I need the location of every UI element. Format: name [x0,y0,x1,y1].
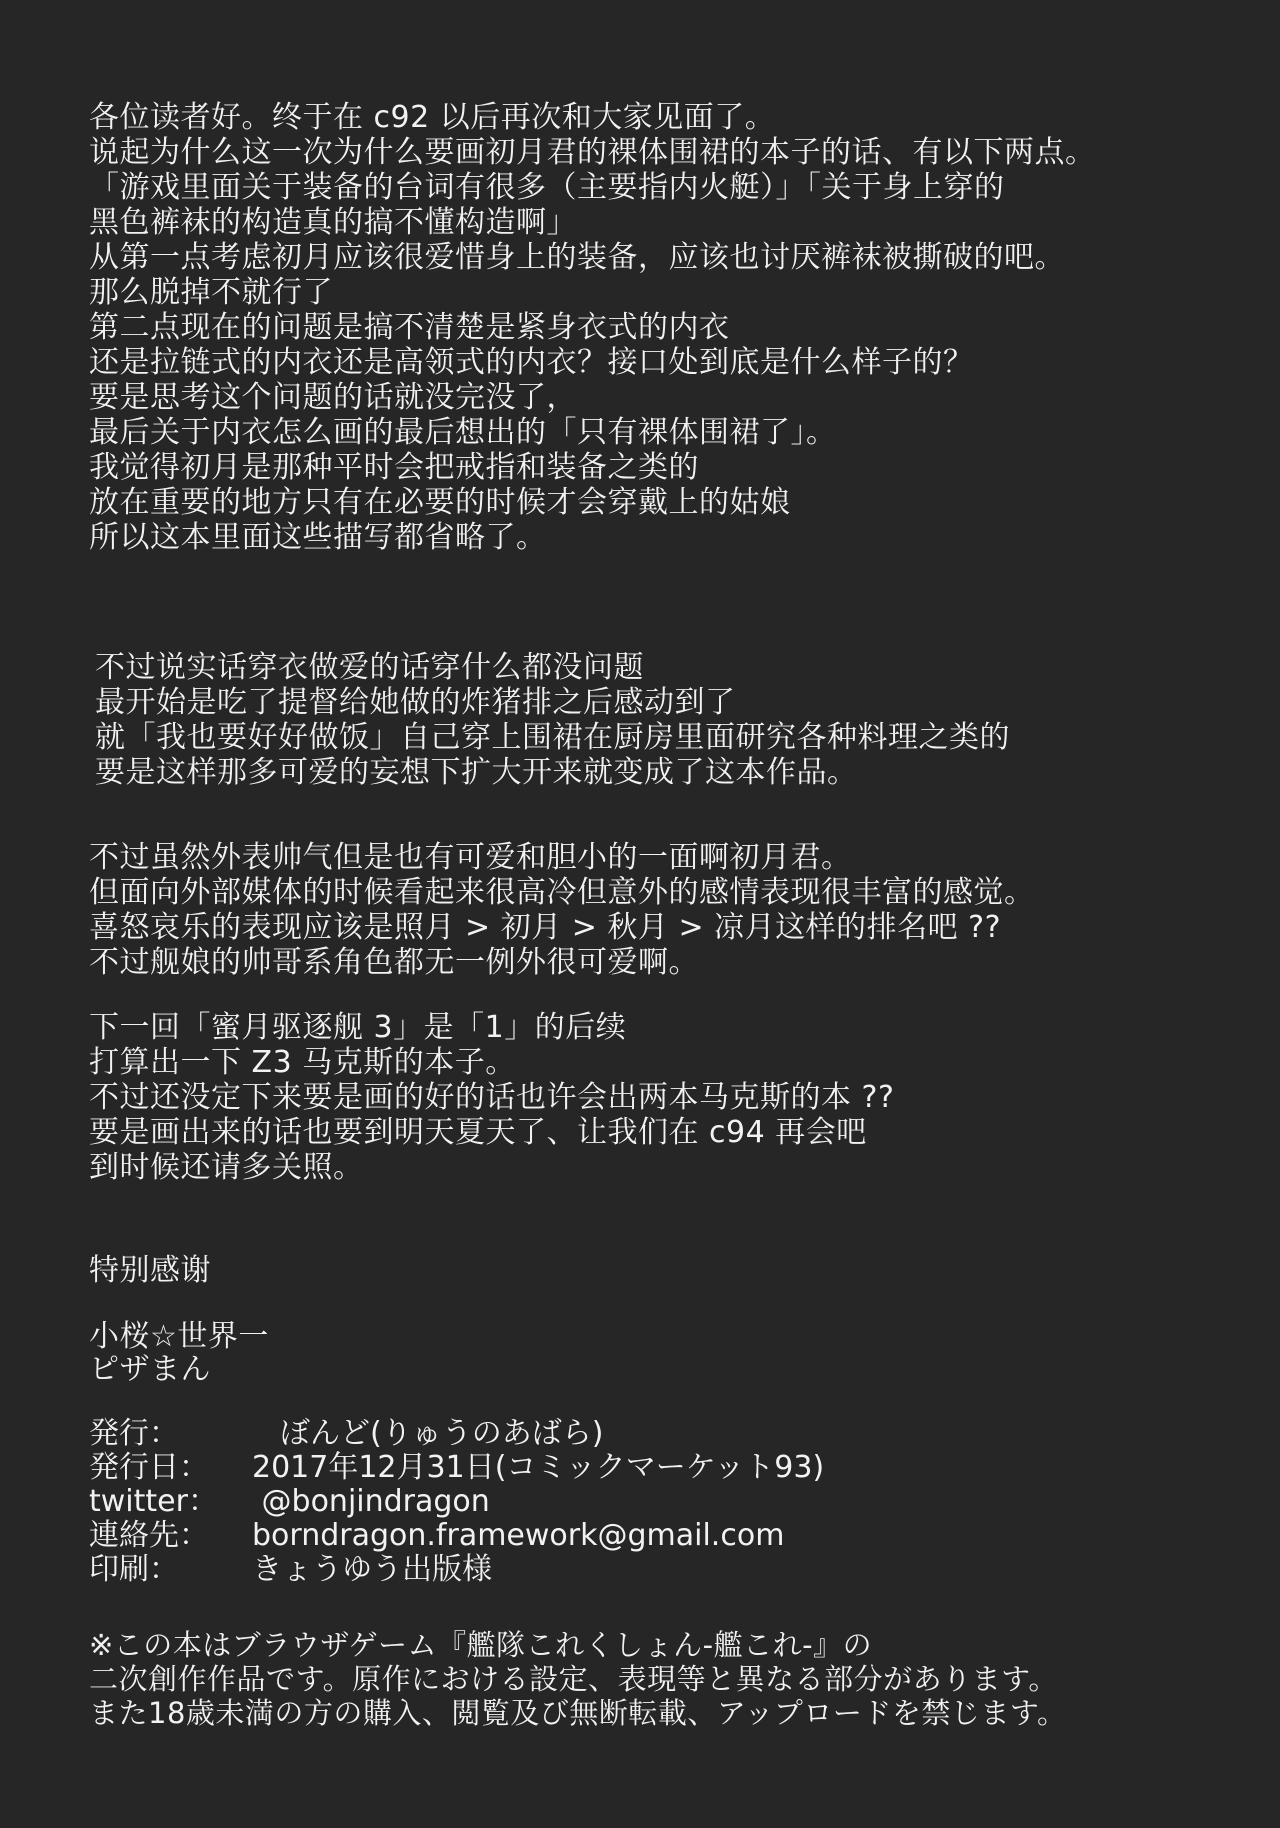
text-line: 下一回「蜜月驱逐舰 3」是「1」的后续 [89,1010,627,1045]
thanks-heading: 特别感谢 [89,1253,211,1288]
text-line: 不过说实话穿衣做爱的话穿什么都没问题 [95,650,644,685]
text-line: 打算出一下 Z3 马克斯的本子。 [89,1045,516,1080]
special-thanks-names [89,1320,269,1386]
text-line: 不过舰娘的帅哥系角色都无一例外很可爱啊。 [89,945,699,980]
afterword-paragraph-2 [95,650,1010,790]
colophon-value: @bonjindragon [252,1484,490,1519]
colophon-value: ぼんど(りゅうのあばら) [280,1416,604,1451]
text-line: 不过虽然外表帅气但是也有可爱和胆小的一面啊初月君。 [89,840,852,875]
text-line: 我觉得初月是那种平时会把戒指和装备之类的 [89,450,699,485]
notice-line: ※この本はブラウザゲーム『艦隊これくしょん-艦これ-』の [89,1628,873,1662]
text-line: 就「我也要好好做饭」自己穿上围裙在厨房里面研究各种料理之类的 [95,720,1010,755]
colophon-row [89,1553,824,1587]
colophon-label: twitter： [89,1484,218,1519]
colophon-row [89,1417,824,1451]
colophon [89,1417,824,1587]
text-line: 要是这样那多可爱的妄想下扩大开来就变成了这本作品。 [95,755,858,790]
colophon-label: 連絡先： [89,1518,209,1553]
colophon-label: 発行： [89,1416,179,1451]
colophon-label: 印刷： [89,1552,179,1587]
notice-line: 二次創作作品です。原作における設定、表現等と異なる部分があります。 [89,1662,1058,1696]
text-line: 到时候还请多关照。 [89,1150,364,1185]
special-thanks-heading [89,1253,211,1288]
afterword-paragraph-1 [89,100,1096,555]
text-line: 喜怒哀乐的表现应该是照月 > 初月 > 秋月 > 凉月这样的排名吧 ?? [89,910,1002,945]
thanks-name: 小桜☆世界一 [89,1319,269,1354]
text-line: 那么脱掉不就行了 [89,275,333,310]
afterword-paragraph-3 [89,840,1035,980]
text-line: 要是画出来的话也要到明天夏天了、让我们在 c94 再会吧 [89,1115,867,1150]
text-line: 所以这本里面这些描写都省略了。 [89,520,547,555]
text-line: 第二点现在的问题是搞不清楚是紧身衣式的内衣 [89,310,730,345]
text-line: 说起为什么这一次为什么要画初月君的裸体围裙的本子的话、有以下两点。 [89,135,1096,170]
colophon-value: borndragon.framework@gmail.com [252,1518,785,1553]
text-line: 「游戏里面关于装备的台词有很多（主要指内火艇）」「关于身上穿的 [89,170,1005,205]
colophon-value: 2017年12月31日(コミックマーケット93) [252,1450,825,1485]
text-line: 各位读者好。终于在 c92 以后再次和大家见面了。 [89,100,776,135]
text-line: 黑色裤袜的构造真的搞不懂构造啊」 [89,205,577,240]
afterword-paragraph-4 [89,1010,894,1185]
colophon-label: 発行日： [89,1450,209,1485]
text-line: 但面向外部媒体的时候看起来很高冷但意外的感情表现很丰富的感觉。 [89,875,1035,910]
text-line: 不过还没定下来要是画的好的话也许会出两本马克斯的本 ?? [89,1080,895,1115]
text-line: 放在重要的地方只有在必要的时候才会穿戴上的姑娘 [89,485,791,520]
colophon-row [89,1485,824,1519]
text-line: 最开始是吃了提督给她做的炸猪排之后感动到了 [95,685,736,720]
copyright-notice [89,1628,1067,1730]
text-line: 最后关于内衣怎么画的最后想出的「只有裸体围裙了」。 [89,415,837,450]
text-line: 要是思考这个问题的话就没完没了， [89,380,577,415]
notice-line: また18歳未満の方の購入、閲覧及び無断転載、アップロードを禁じます。 [89,1696,1067,1730]
text-line: 从第一点考虑初月应该很爱惜身上的装备，应该也讨厌裤袜被撕破的吧。 [89,240,1065,275]
colophon-row [89,1451,824,1485]
colophon-row [89,1519,824,1553]
thanks-name: ピザまん [89,1352,211,1387]
colophon-value: きょうゆう出版様 [252,1552,492,1587]
text-line: 还是拉链式的内衣还是高领式的内衣？接口处到底是什么样子的？ [89,345,974,380]
